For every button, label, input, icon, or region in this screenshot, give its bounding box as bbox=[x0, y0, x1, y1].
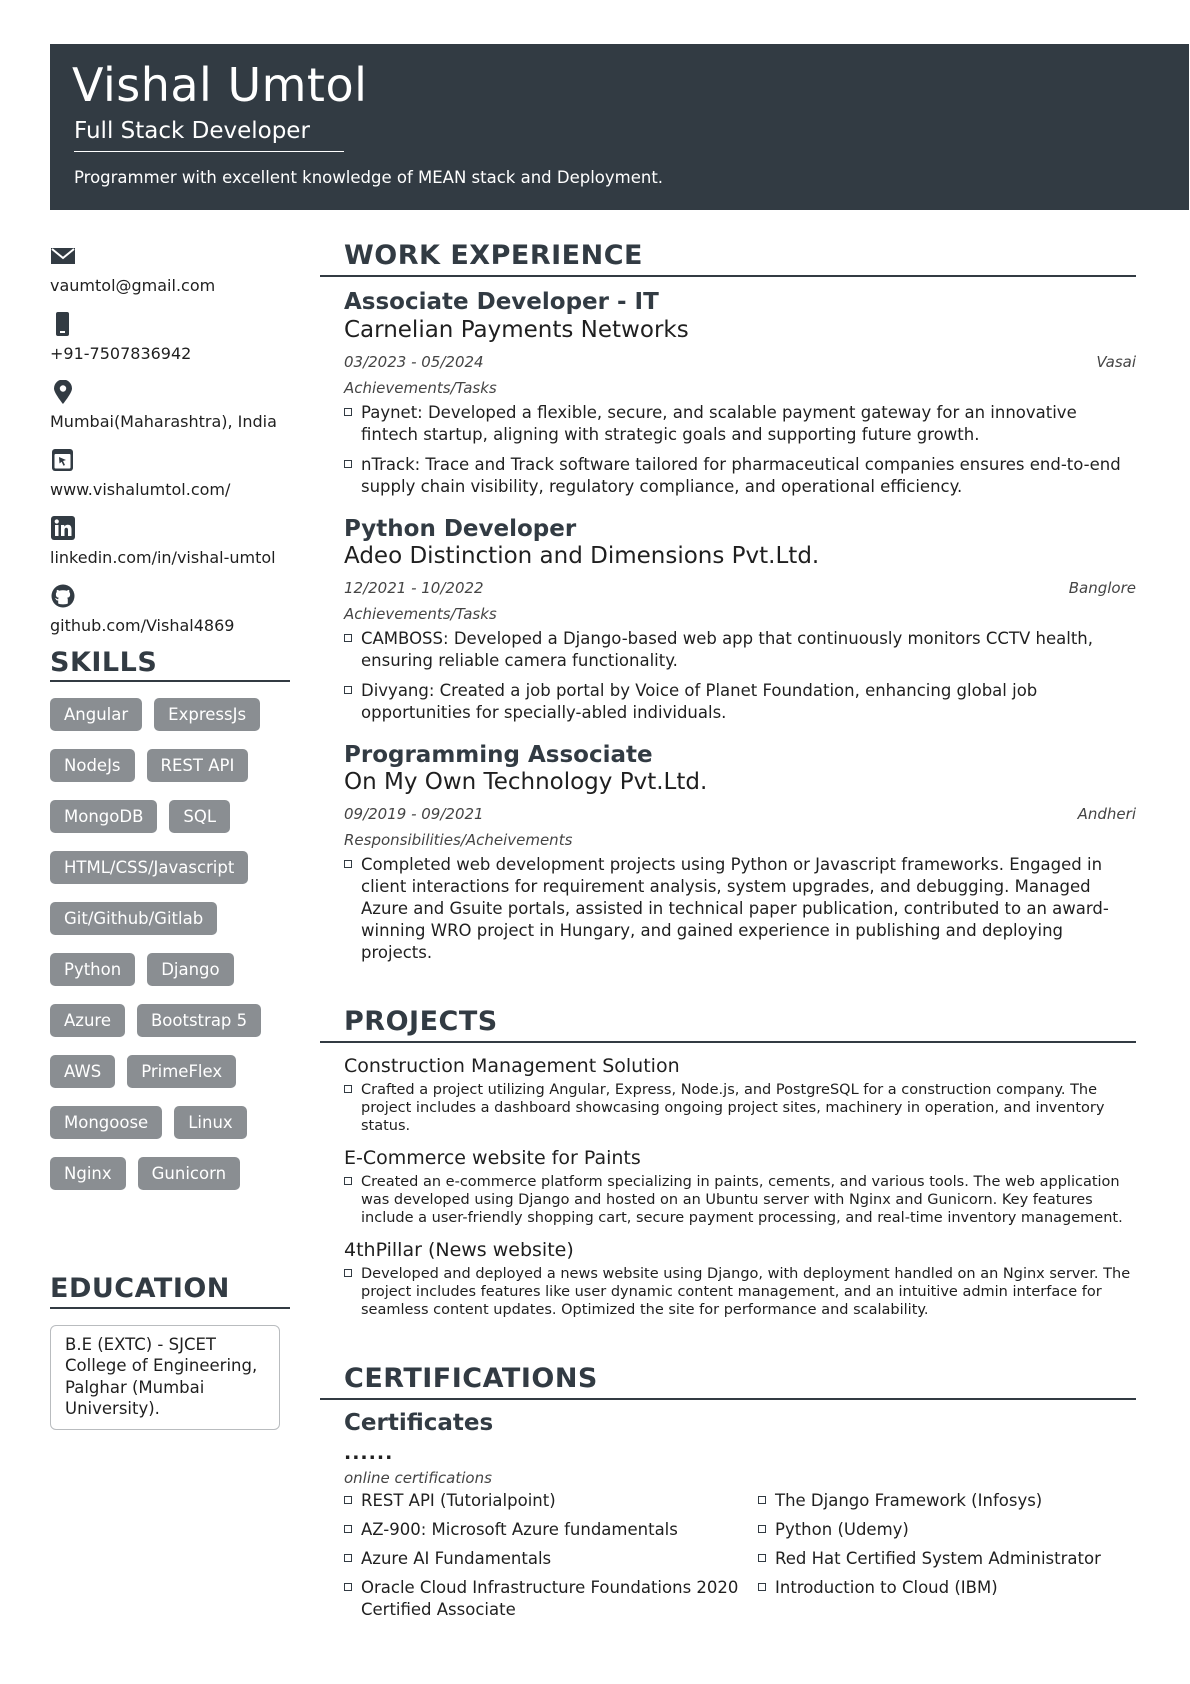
projects-section bbox=[320, 1006, 1136, 1319]
list-item: nTrack: Trace and Track software tailored for pharmaceutical companies ensures end-to-end supply chain visibility, regulatory compliance, and operational efficiency. bbox=[344, 454, 1136, 498]
section-divider bbox=[320, 275, 1136, 277]
contact-location bbox=[50, 376, 290, 444]
skill-chip: PrimeFlex bbox=[127, 1055, 236, 1088]
job-subheading: Achievements/Tasks bbox=[344, 378, 497, 397]
contact-linkedin[interactable] bbox=[50, 512, 290, 580]
job-bullets bbox=[344, 402, 1136, 498]
job-subheading: Responsibilities/Acheivements bbox=[344, 830, 573, 849]
list-item: REST API (Tutorialpoint) bbox=[344, 1490, 758, 1512]
certificates-dots: ...... bbox=[344, 1441, 394, 1464]
job-title: Python Developer bbox=[344, 515, 577, 542]
certifications-heading: CERTIFICATIONS bbox=[344, 1362, 598, 1394]
list-item: Red Hat Certified System Administrator bbox=[758, 1548, 1138, 1570]
job-dates: 03/2023 - 05/2024 bbox=[344, 352, 484, 371]
education-entry: B.E (EXTC) - SJCET College of Engineering, Palghar (Mumbai University). bbox=[50, 1325, 280, 1430]
job-company: Adeo Distinction and Dimensions Pvt.Ltd. bbox=[344, 543, 820, 570]
skill-chip: MongoDB bbox=[50, 800, 157, 833]
job-dates: 09/2019 - 09/2021 bbox=[344, 804, 484, 823]
skill-chip: Python bbox=[50, 953, 135, 986]
list-item: Crafted a project utilizing Angular, Express, Node.js, and PostgreSQL for a construction company. The project includes a dashboard showcasing ongoing project sites, machinery in operation, and inventory status. bbox=[344, 1081, 1136, 1135]
project-title: Construction Management Solution bbox=[344, 1055, 680, 1078]
contact-website[interactable] bbox=[50, 444, 290, 512]
contact-text: linkedin.com/in/vishal-umtol bbox=[50, 548, 276, 567]
education-section bbox=[50, 1273, 290, 1429]
skill-chip: Angular bbox=[50, 698, 142, 731]
job-entry bbox=[320, 516, 1136, 724]
list-item: AZ-900: Microsoft Azure fundamentals bbox=[344, 1519, 758, 1541]
candidate-name: Vishal Umtol bbox=[72, 58, 368, 112]
skill-chip: Git/Github/Gitlab bbox=[50, 902, 217, 935]
list-item: Divyang: Created a job portal by Voice of Planet Foundation, enhancing global job opportunities for specially-abled individuals. bbox=[344, 680, 1136, 724]
certifications-section bbox=[320, 1363, 1136, 1628]
linkedin-icon bbox=[50, 516, 76, 540]
project-title: E-Commerce website for Paints bbox=[344, 1147, 641, 1170]
job-location: Andheri bbox=[1077, 804, 1136, 823]
skill-chip: Nginx bbox=[50, 1157, 126, 1190]
email-icon bbox=[50, 244, 76, 268]
job-subheading: Achievements/Tasks bbox=[344, 604, 497, 623]
github-icon bbox=[50, 584, 76, 608]
skills-heading: SKILLS bbox=[50, 647, 290, 682]
resume-header bbox=[50, 44, 1189, 210]
skill-chip: Mongoose bbox=[50, 1106, 162, 1139]
list-item: Python (Udemy) bbox=[758, 1519, 1138, 1541]
list-item: Completed web development projects using Python or Javascript frameworks. Engaged in client interactions for requirement analysis, system upgrades, and debugging. Managed Azure and Gsuite portals, assisted in technical paper publication, contributed to an award-winning WRO project in Hungary, and gained experience in publishing and deploying projects. bbox=[344, 854, 1136, 964]
job-company: Carnelian Payments Networks bbox=[344, 316, 689, 343]
job-entry bbox=[320, 742, 1136, 964]
certificates-left-column bbox=[344, 1490, 758, 1628]
contact-github[interactable] bbox=[50, 580, 290, 648]
list-item: Azure AI Fundamentals bbox=[344, 1548, 758, 1570]
job-location: Vasai bbox=[1096, 352, 1136, 371]
projects-heading: PROJECTS bbox=[344, 1005, 498, 1037]
website-icon bbox=[50, 448, 76, 472]
skill-chip: Bootstrap 5 bbox=[137, 1004, 261, 1037]
project-title: 4thPillar (News website) bbox=[344, 1238, 574, 1261]
project-bullets bbox=[344, 1173, 1136, 1227]
skill-chip: ExpressJs bbox=[154, 698, 260, 731]
job-title: Programming Associate bbox=[344, 741, 653, 768]
candidate-role: Full Stack Developer bbox=[74, 116, 344, 152]
skill-chip: Azure bbox=[50, 1004, 125, 1037]
section-divider bbox=[320, 1398, 1136, 1400]
skill-chip: SQL bbox=[169, 800, 230, 833]
project-bullets bbox=[344, 1081, 1136, 1135]
project-bullets bbox=[344, 1265, 1136, 1319]
skill-chip: Gunicorn bbox=[138, 1157, 240, 1190]
project-entry bbox=[320, 1147, 1136, 1227]
contact-text: Mumbai(Maharashtra), India bbox=[50, 412, 277, 431]
skill-chip: NodeJs bbox=[50, 749, 135, 782]
education-heading: EDUCATION bbox=[50, 1273, 290, 1308]
list-item: Developed and deployed a news website using Django, with deployment handled on an Nginx server. The project includes features like user dynamic content management, and an intuitive admin interface for seamless content updates. Optimized the site for performance and scalability. bbox=[344, 1265, 1136, 1319]
section-divider bbox=[320, 1041, 1136, 1043]
contact-text: www.vishalumtol.com/ bbox=[50, 480, 231, 499]
contact-text: github.com/Vishal4869 bbox=[50, 616, 235, 635]
job-bullets bbox=[344, 628, 1136, 724]
work-experience-section bbox=[320, 240, 1136, 964]
project-entry bbox=[320, 1239, 1136, 1319]
list-item: CAMBOSS: Developed a Django-based web app that continuously monitors CCTV health, ensuring reliable camera functionality. bbox=[344, 628, 1136, 672]
contact-text: +91-7507836942 bbox=[50, 344, 192, 363]
list-item: Created an e-commerce platform specializing in paints, cements, and various tools. The web application was developed using Django and hosted on an Ubuntu server with Nginx and Gunicorn. Key features include a user-friendly shopping cart, secure payment processing, and real-time inventory management. bbox=[344, 1173, 1136, 1227]
job-bullets bbox=[344, 854, 1136, 964]
job-title: Associate Developer - IT bbox=[344, 289, 659, 316]
job-meta bbox=[344, 353, 1136, 371]
job-meta bbox=[344, 579, 1136, 597]
skill-chip: AWS bbox=[50, 1055, 115, 1088]
job-entry bbox=[320, 289, 1136, 497]
job-meta bbox=[344, 805, 1136, 823]
list-item: Oracle Cloud Infrastructure Foundations 2020 Certified Associate bbox=[344, 1577, 758, 1621]
certificates-list bbox=[320, 1490, 1136, 1628]
certificates-title: Certificates bbox=[344, 1410, 494, 1437]
contact-email[interactable] bbox=[50, 240, 290, 308]
skill-chip: Django bbox=[147, 953, 233, 986]
skill-chip: REST API bbox=[147, 749, 249, 782]
certificates-right-column bbox=[758, 1490, 1138, 1628]
contact-text: vaumtol@gmail.com bbox=[50, 276, 216, 295]
candidate-summary: Programmer with excellent knowledge of MEAN stack and Deployment. bbox=[74, 168, 664, 187]
contact-phone[interactable] bbox=[50, 308, 290, 376]
main-content bbox=[320, 240, 1136, 1628]
list-item: The Django Framework (Infosys) bbox=[758, 1490, 1138, 1512]
work-experience-heading: WORK EXPERIENCE bbox=[344, 240, 643, 271]
job-company: On My Own Technology Pvt.Ltd. bbox=[344, 769, 708, 796]
list-item: Paynet: Developed a flexible, secure, and scalable payment gateway for an innovative fintech startup, aligning with strategic goals and supporting future growth. bbox=[344, 402, 1136, 446]
job-dates: 12/2021 - 10/2022 bbox=[344, 578, 484, 597]
location-pin-icon bbox=[50, 380, 76, 404]
skills-list bbox=[50, 698, 290, 1190]
skill-chip: HTML/CSS/Javascript bbox=[50, 851, 248, 884]
job-location: Banglore bbox=[1068, 578, 1136, 597]
skills-section bbox=[50, 647, 290, 1190]
list-item: Introduction to Cloud (IBM) bbox=[758, 1577, 1138, 1599]
phone-icon bbox=[50, 312, 76, 336]
project-entry bbox=[320, 1055, 1136, 1135]
sidebar bbox=[50, 240, 290, 1430]
skill-chip: Linux bbox=[174, 1106, 246, 1139]
certificates-subheading: online certifications bbox=[344, 1468, 492, 1487]
